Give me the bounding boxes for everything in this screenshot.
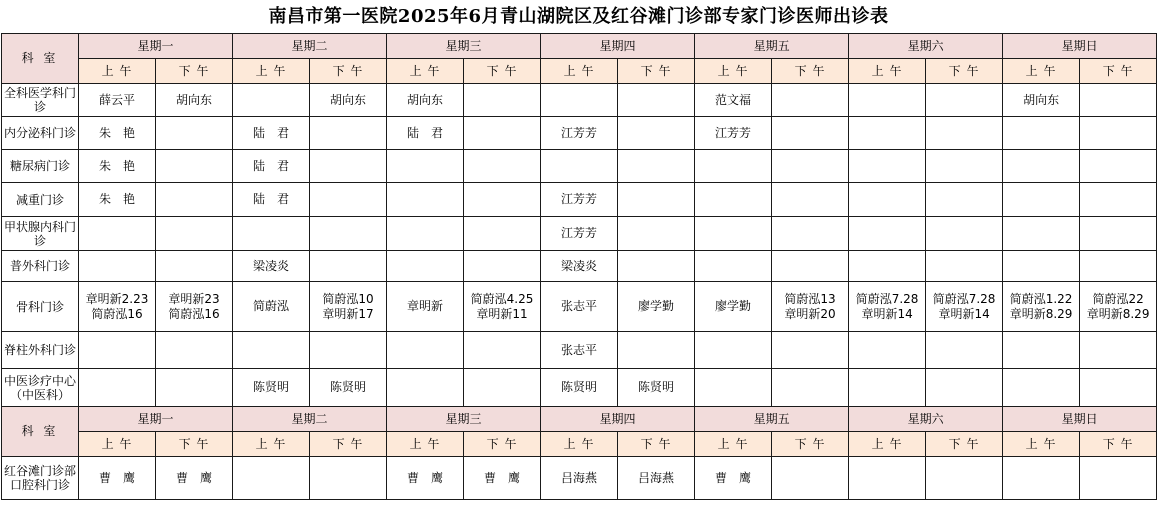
schedule-cell xyxy=(926,117,1003,150)
schedule-cell xyxy=(926,369,1003,407)
schedule-cell: 张志平 xyxy=(541,332,618,369)
pm-header: 下 午 xyxy=(1080,432,1157,457)
schedule-cell xyxy=(464,369,541,407)
schedule-cell xyxy=(541,84,618,117)
schedule-cell: 朱 艳 xyxy=(79,117,156,150)
am-header: 上 午 xyxy=(79,432,156,457)
schedule-cell: 曹 鹰 xyxy=(387,457,464,500)
schedule-cell xyxy=(618,117,695,150)
schedule-cell: 章明新 xyxy=(387,282,464,332)
schedule-cell xyxy=(772,217,849,251)
schedule-cell xyxy=(926,251,1003,282)
day-header-3: 星期三 xyxy=(387,34,541,59)
schedule-cell: 陆 君 xyxy=(233,117,310,150)
schedule-cell: 简蔚泓7.28 章明新14 xyxy=(926,282,1003,332)
schedule-cell xyxy=(464,150,541,183)
schedule-cell xyxy=(1080,150,1157,183)
schedule-cell: 简蔚泓13 章明新20 xyxy=(772,282,849,332)
schedule-cell xyxy=(310,217,387,251)
schedule-cell: 廖学勤 xyxy=(695,282,772,332)
schedule-cell xyxy=(1080,183,1157,217)
schedule-cell xyxy=(926,457,1003,500)
am-header: 上 午 xyxy=(695,59,772,84)
schedule-cell xyxy=(1080,332,1157,369)
pm-header: 下 午 xyxy=(618,432,695,457)
dept-cell: 骨科门诊 xyxy=(2,282,79,332)
dept-header-cell: 科 室 xyxy=(2,407,79,457)
schedule-cell xyxy=(849,117,926,150)
schedule-cell xyxy=(926,84,1003,117)
schedule-cell xyxy=(79,332,156,369)
schedule-cell xyxy=(772,369,849,407)
schedule-cell xyxy=(387,332,464,369)
schedule-cell xyxy=(1003,183,1080,217)
schedule-cell xyxy=(695,369,772,407)
schedule-cell: 陈贤明 xyxy=(541,369,618,407)
schedule-cell xyxy=(849,183,926,217)
schedule-cell xyxy=(156,150,233,183)
am-header: 上 午 xyxy=(1003,59,1080,84)
schedule-cell: 陈贤明 xyxy=(233,369,310,407)
schedule-cell xyxy=(387,183,464,217)
dept-cell: 全科医学科门诊 xyxy=(2,84,79,117)
am-header: 上 午 xyxy=(79,59,156,84)
schedule-cell xyxy=(772,457,849,500)
hgt-day-header-row xyxy=(2,407,1157,432)
schedule-cell xyxy=(387,150,464,183)
schedule-table xyxy=(1,33,1157,500)
schedule-cell xyxy=(695,183,772,217)
table-row xyxy=(2,369,1157,407)
schedule-cell xyxy=(695,217,772,251)
schedule-cell xyxy=(1003,150,1080,183)
dept-cell: 脊柱外科门诊 xyxy=(2,332,79,369)
schedule-cell: 吕海燕 xyxy=(541,457,618,500)
schedule-cell xyxy=(618,332,695,369)
pm-header: 下 午 xyxy=(772,432,849,457)
table-row xyxy=(2,150,1157,183)
schedule-cell xyxy=(464,332,541,369)
schedule-cell xyxy=(310,457,387,500)
schedule-cell xyxy=(772,332,849,369)
table-row xyxy=(2,183,1157,217)
schedule-cell: 胡向东 xyxy=(156,84,233,117)
schedule-cell: 陆 君 xyxy=(233,150,310,183)
day-header-7: 星期日 xyxy=(1003,34,1157,59)
schedule-cell: 曹 鹰 xyxy=(79,457,156,500)
schedule-cell xyxy=(310,183,387,217)
schedule-cell xyxy=(772,84,849,117)
day-header-2: 星期二 xyxy=(233,34,387,59)
schedule-cell xyxy=(156,251,233,282)
schedule-cell xyxy=(1003,369,1080,407)
dept-cell: 内分泌科门诊 xyxy=(2,117,79,150)
schedule-cell xyxy=(926,217,1003,251)
pm-header: 下 午 xyxy=(156,59,233,84)
schedule-cell xyxy=(618,150,695,183)
schedule-cell xyxy=(79,251,156,282)
pm-header: 下 午 xyxy=(464,432,541,457)
pm-header: 下 午 xyxy=(310,59,387,84)
schedule-cell xyxy=(772,183,849,217)
schedule-cell: 曹 鹰 xyxy=(695,457,772,500)
schedule-cell xyxy=(926,150,1003,183)
schedule-cell: 陈贤明 xyxy=(618,369,695,407)
schedule-cell: 简蔚泓22 章明新8.29 xyxy=(1080,282,1157,332)
schedule-cell xyxy=(156,117,233,150)
am-header: 上 午 xyxy=(849,59,926,84)
schedule-cell: 陆 君 xyxy=(387,117,464,150)
schedule-cell xyxy=(772,117,849,150)
schedule-cell xyxy=(618,251,695,282)
day-header-4: 星期四 xyxy=(541,407,695,432)
schedule-cell xyxy=(695,150,772,183)
table-row xyxy=(2,332,1157,369)
schedule-cell: 简蔚泓4.25 章明新11 xyxy=(464,282,541,332)
pm-header: 下 午 xyxy=(618,59,695,84)
day-header-1: 星期一 xyxy=(79,407,233,432)
schedule-cell xyxy=(1003,117,1080,150)
am-header: 上 午 xyxy=(233,59,310,84)
schedule-cell xyxy=(310,117,387,150)
schedule-cell xyxy=(464,183,541,217)
schedule-cell xyxy=(464,217,541,251)
pm-header: 下 午 xyxy=(926,432,1003,457)
schedule-cell xyxy=(310,332,387,369)
table-row xyxy=(2,251,1157,282)
schedule-cell xyxy=(233,84,310,117)
schedule-cell: 章明新2.23 简蔚泓16 xyxy=(79,282,156,332)
pm-header: 下 午 xyxy=(310,432,387,457)
schedule-cell xyxy=(541,150,618,183)
am-header: 上 午 xyxy=(233,432,310,457)
schedule-cell: 曹 鹰 xyxy=(464,457,541,500)
schedule-cell: 简蔚泓7.28 章明新14 xyxy=(849,282,926,332)
day-header-1: 星期一 xyxy=(79,34,233,59)
schedule-cell xyxy=(233,332,310,369)
schedule-cell: 朱 艳 xyxy=(79,150,156,183)
schedule-cell xyxy=(1080,369,1157,407)
schedule-cell xyxy=(310,150,387,183)
am-header: 上 午 xyxy=(541,432,618,457)
schedule-cell xyxy=(1003,217,1080,251)
day-header-2: 星期二 xyxy=(233,407,387,432)
schedule-cell: 胡向东 xyxy=(310,84,387,117)
schedule-cell: 章明新23 简蔚泓16 xyxy=(156,282,233,332)
dept-cell: 中医诊疗中心 （中医科） xyxy=(2,369,79,407)
am-header: 上 午 xyxy=(387,59,464,84)
schedule-cell xyxy=(387,217,464,251)
pm-header: 下 午 xyxy=(1080,59,1157,84)
schedule-cell: 江芳芳 xyxy=(541,183,618,217)
dept-cell: 减重门诊 xyxy=(2,183,79,217)
schedule-cell: 梁凌炎 xyxy=(233,251,310,282)
table-row xyxy=(2,457,1157,500)
schedule-cell: 陆 君 xyxy=(233,183,310,217)
pm-header: 下 午 xyxy=(772,59,849,84)
schedule-cell: 薛云平 xyxy=(79,84,156,117)
schedule-cell: 陈贤明 xyxy=(310,369,387,407)
schedule-cell xyxy=(772,150,849,183)
schedule-cell xyxy=(464,117,541,150)
schedule-cell: 江芳芳 xyxy=(541,217,618,251)
qsh-day-header-row xyxy=(2,34,1157,59)
schedule-cell: 廖学勤 xyxy=(618,282,695,332)
day-header-4: 星期四 xyxy=(541,34,695,59)
day-header-6: 星期六 xyxy=(849,34,1003,59)
schedule-cell xyxy=(849,369,926,407)
schedule-cell xyxy=(849,217,926,251)
dept-cell: 甲状腺内科门诊 xyxy=(2,217,79,251)
schedule-cell: 范文福 xyxy=(695,84,772,117)
pm-header: 下 午 xyxy=(464,59,541,84)
dept-cell: 糖尿病门诊 xyxy=(2,150,79,183)
schedule-cell: 江芳芳 xyxy=(695,117,772,150)
page-title: 南昌市第一医院2025年6月青山湖院区及红谷滩门诊部专家门诊医师出诊表 xyxy=(268,6,889,27)
schedule-cell xyxy=(926,183,1003,217)
schedule-cell xyxy=(695,251,772,282)
schedule-cell xyxy=(618,84,695,117)
dept-cell: 红谷滩门诊部口腔科门诊 xyxy=(2,457,79,500)
am-header: 上 午 xyxy=(387,432,464,457)
am-header: 上 午 xyxy=(695,432,772,457)
schedule-cell xyxy=(233,217,310,251)
day-header-3: 星期三 xyxy=(387,407,541,432)
schedule-cell xyxy=(79,369,156,407)
pm-header: 下 午 xyxy=(156,432,233,457)
table-row xyxy=(2,217,1157,251)
schedule-cell xyxy=(1003,332,1080,369)
qsh-ampm-header-row xyxy=(2,59,1157,84)
schedule-cell: 曹 鹰 xyxy=(156,457,233,500)
hgt-ampm-header-row xyxy=(2,432,1157,457)
schedule-cell xyxy=(1080,217,1157,251)
dept-header-cell: 科 室 xyxy=(2,34,79,84)
am-header: 上 午 xyxy=(1003,432,1080,457)
schedule-cell xyxy=(849,251,926,282)
schedule-cell xyxy=(387,251,464,282)
schedule-cell: 胡向东 xyxy=(1003,84,1080,117)
pm-header: 下 午 xyxy=(926,59,1003,84)
day-header-6: 星期六 xyxy=(849,407,1003,432)
schedule-cell xyxy=(387,369,464,407)
am-header: 上 午 xyxy=(541,59,618,84)
table-row xyxy=(2,282,1157,332)
schedule-cell: 简蔚泓1.22 章明新8.29 xyxy=(1003,282,1080,332)
day-header-5: 星期五 xyxy=(695,407,849,432)
schedule-cell xyxy=(1080,457,1157,500)
schedule-cell: 梁凌炎 xyxy=(541,251,618,282)
schedule-cell xyxy=(1003,457,1080,500)
schedule-cell xyxy=(156,332,233,369)
schedule-cell xyxy=(1080,84,1157,117)
schedule-cell xyxy=(310,251,387,282)
dept-cell: 普外科门诊 xyxy=(2,251,79,282)
schedule-cell xyxy=(695,332,772,369)
schedule-cell xyxy=(79,217,156,251)
schedule-cell xyxy=(1080,117,1157,150)
schedule-cell: 简蔚泓 xyxy=(233,282,310,332)
schedule-cell xyxy=(156,369,233,407)
table-row xyxy=(2,117,1157,150)
schedule-cell: 胡向东 xyxy=(387,84,464,117)
table-row xyxy=(2,84,1157,117)
schedule-cell xyxy=(926,332,1003,369)
schedule-cell xyxy=(464,251,541,282)
day-header-7: 星期日 xyxy=(1003,407,1157,432)
schedule-cell xyxy=(618,183,695,217)
schedule-cell xyxy=(156,183,233,217)
schedule-cell xyxy=(849,457,926,500)
schedule-cell: 朱 艳 xyxy=(79,183,156,217)
schedule-cell: 吕海燕 xyxy=(618,457,695,500)
schedule-cell xyxy=(849,332,926,369)
am-header: 上 午 xyxy=(849,432,926,457)
schedule-cell: 江芳芳 xyxy=(541,117,618,150)
schedule-cell xyxy=(464,84,541,117)
schedule-cell xyxy=(849,84,926,117)
schedule-cell xyxy=(233,457,310,500)
schedule-cell xyxy=(1080,251,1157,282)
schedule-cell xyxy=(849,150,926,183)
schedule-cell xyxy=(618,217,695,251)
schedule-cell: 简蔚泓10 章明新17 xyxy=(310,282,387,332)
schedule-cell xyxy=(1003,251,1080,282)
schedule-cell: 张志平 xyxy=(541,282,618,332)
day-header-5: 星期五 xyxy=(695,34,849,59)
schedule-cell xyxy=(772,251,849,282)
schedule-cell xyxy=(156,217,233,251)
